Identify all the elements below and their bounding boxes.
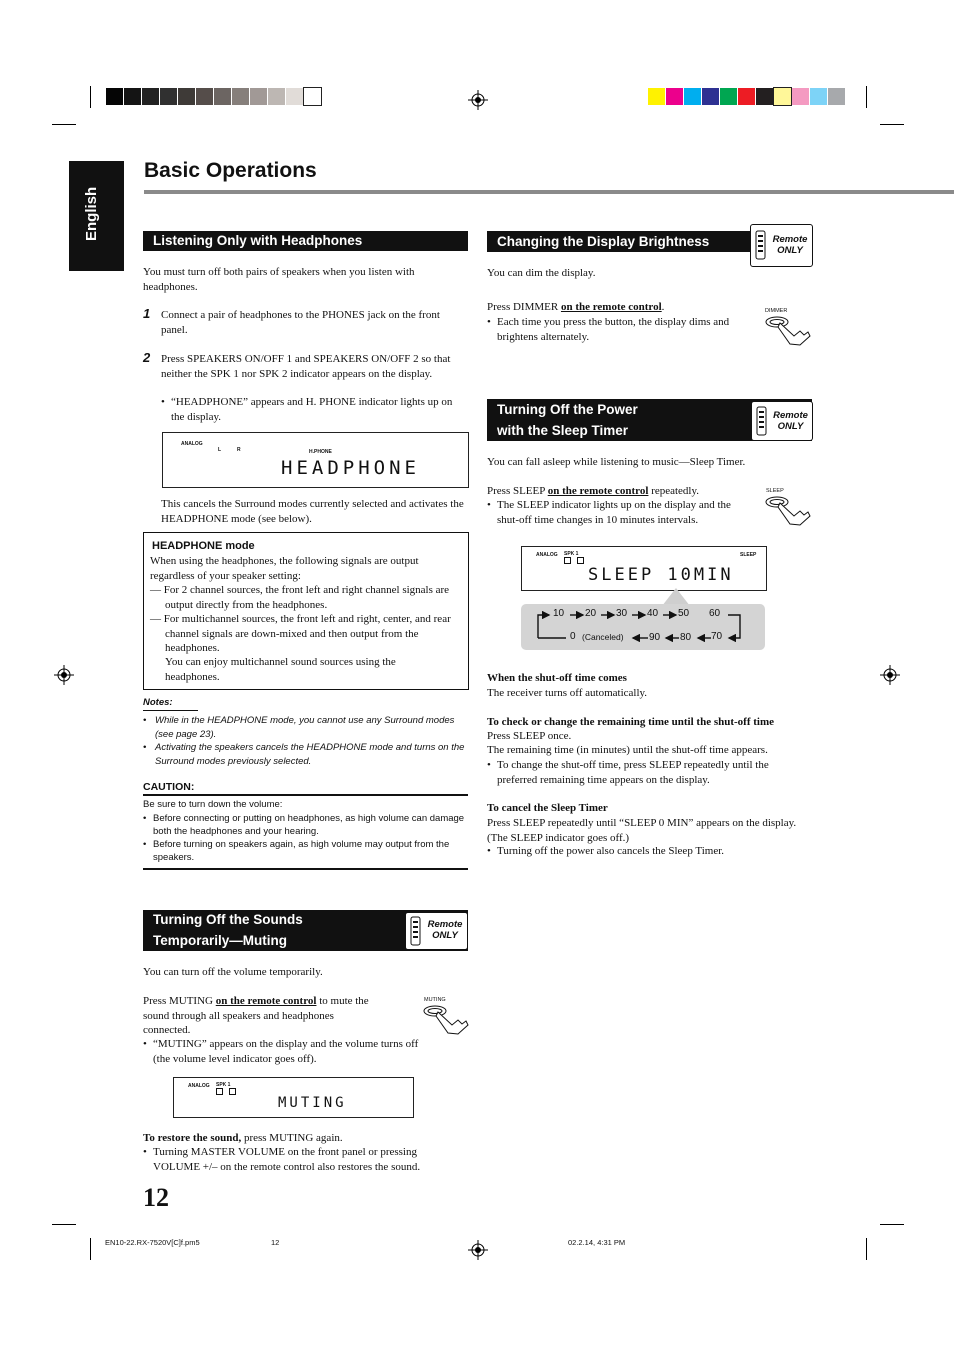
remote-badge-line1: Remote [772,234,808,245]
color-swatch [124,88,141,105]
cycle-value: 30 [616,608,628,619]
dimmer-button-label: DIMMER [765,308,788,314]
remote-badge-line2: ONLY [777,421,804,432]
list-item: • The SLEEP indicator lights up on the display and the shut-off time changes in 10 minutes intervals. [487,498,755,527]
color-swatch [304,88,321,105]
remote-badge-text [770,410,811,432]
display-speaker-box [577,557,584,564]
muting-restore-bold: To restore the sound, [143,1132,242,1144]
list-item: • “MUTING” appears on the display and the volume turns off (the volume level indicator goes off). [143,1037,428,1066]
notes-rule [143,710,198,711]
sleep-heading-line2: with the Sleep Timer [497,423,629,438]
crop-mark [52,124,76,125]
color-swatch [160,88,177,105]
remote-badge-line2: ONLY [432,930,458,941]
display-sleep-indicator: SLEEP [740,552,757,558]
dimmer-press [487,300,757,315]
remote-control-icon [756,406,767,436]
dimmer-intro: You can dim the display. [487,267,596,279]
dimmer-heading-text: Changing the Display Brightness [497,234,710,249]
cycle-value: 50 [678,608,690,619]
display-analog-indicator: ANALOG [536,552,558,558]
display-segment-text: SLEEP 10MIN [588,565,734,585]
remote-badge-text [424,919,466,941]
remote-badge-line2: ONLY [777,245,803,256]
cycle-value: 60 [709,608,721,619]
hand-pressing-button-icon[interactable] [422,1003,470,1035]
list-item: • Before connecting or putting on headphones, as high volume can damage both the headphones and your hearing. [143,812,468,838]
title-rule [144,190,954,194]
footer-file: EN10-22.RX-7520V[C]f.pm5 [105,1238,200,1247]
check-bullet [487,758,807,787]
dimmer-press-link: on the remote control [560,301,662,313]
display-segment-text: HEADPHONE [281,457,420,479]
sleep-display [521,546,767,591]
display-speaker-box [216,1088,223,1095]
caution-rule [143,794,468,796]
list-item: • Before turning on speakers again, as high volume may output from the speakers. [143,838,468,864]
color-swatch [250,88,267,105]
muting-press [143,994,378,1038]
sleep-intro: You can fall asleep while listening to music—Sleep Timer. [487,456,746,468]
remote-control-icon [755,230,766,260]
headphone-display [162,432,469,488]
remote-only-badge [750,224,813,267]
display-r-indicator: R [237,447,241,453]
color-swatch [774,88,791,105]
display-analog-indicator: ANALOG [188,1083,210,1089]
registration-target-icon [54,665,74,685]
list-item: • Each time you press the button, the display dims and brightens alternately. [487,315,755,344]
sleep-cycle-diagram [521,604,765,650]
muting-heading [143,910,468,951]
registration-target-icon [468,90,488,110]
display-analog-indicator: ANALOG [181,441,203,447]
page-title: Basic Operations [144,159,317,182]
sleep-press-post: repeatedly. [648,485,700,497]
check-text1: Press SLEEP once. [487,730,572,742]
sleep-bullet [487,498,755,527]
remote-badge-line1: Remote [427,919,463,930]
cycle-value: 20 [585,608,597,619]
remote-control-icon [410,916,421,946]
caution-title: CAUTION: [143,781,195,793]
crop-mark [880,124,904,125]
remote-badge-text [769,234,811,256]
headphones-heading [143,231,468,251]
shutoff-text: The receiver turns off automatically. [487,687,648,699]
headphone-mode-intro: When using the headphones, the following signals are output regardless of your speaker setting: [150,555,419,582]
color-swatch [828,88,845,105]
muting-bullet [143,1037,428,1066]
caution-bottom-rule [143,868,468,870]
color-swatch [232,88,249,105]
color-swatch [196,88,213,105]
color-swatch [286,88,303,105]
display-speaker-box [229,1088,236,1095]
headphones-after: This cancels the Surround modes currently selected and activates the HEADPHONE mode (see below). [161,498,464,525]
footer-page: 12 [271,1238,280,1247]
caution-intro: Be sure to turn down the volume: [143,799,283,810]
cycle-value: 80 [680,632,692,643]
step-number: 1 [143,306,151,321]
muting-press-pre: Press MUTING [143,995,216,1007]
check-title: To check or change the remaining time until the shut-off time [487,716,775,728]
cycle-value: 0 [570,631,576,642]
display-spk-indicator: SPK 1 [564,551,579,557]
list-item: • Turning MASTER VOLUME on the front panel or pressing VOLUME +/– on the remote control also restores the sound. [143,1145,448,1174]
list-item: • Activating the speakers cancels the HEADPHONE mode and turns on the Surround modes previously selected. [143,741,468,768]
muting-restore-rest: press MUTING again. [241,1132,343,1144]
sleep-press-link: on the remote control [547,485,649,497]
list-item: • To change the shut-off time, press SLEEP repeatedly until the preferred remaining time appears on the display. [487,758,807,787]
list-item: • “HEADPHONE” appears and H. PHONE indicator lights up on the display. [161,395,466,424]
notes-list [143,714,468,768]
color-swatch [178,88,195,105]
cancel-title: To cancel the Sleep Timer [487,802,608,814]
hand-pressing-button-icon[interactable] [764,314,812,346]
cycle-value: (Canceled) [582,632,624,642]
cycle-value: 90 [649,632,661,643]
list-item: • While in the HEADPHONE mode, you cannot use any Surround modes (see page 23). [143,714,468,741]
cycle-value: 10 [553,608,565,619]
check-text2: The remaining time (in minutes) until the shut-off time appears. [487,744,768,756]
color-swatch [268,88,285,105]
color-swatch [702,88,719,105]
muting-button-label: MUTING [424,997,446,1003]
footer-timestamp: 02.2.14, 4:31 PM [568,1238,626,1247]
language-tab-label: English [83,186,100,241]
sleep-button-label: SLEEP [766,488,784,494]
sleep-press-pre: Press SLEEP [487,485,548,497]
step-number: 2 [143,350,151,365]
dimmer-press-post: . [661,301,665,313]
step1-text: Connect a pair of headphones to the PHONES jack on the front panel. [161,309,440,336]
remote-only-badge [405,912,468,950]
color-swatch [738,88,755,105]
color-swatch [142,88,159,105]
headphone-mode-item: — For 2 channel sources, the front left and right channel signals are output directly from the headphones. [150,584,450,611]
display-segment-text: MUTING [278,1095,347,1111]
color-swatch [214,88,231,105]
step2-bullet [161,395,466,424]
cancel-text: Press SLEEP repeatedly until “SLEEP 0 MIN” appears on the display. (The SLEEP indicator goes off.) [487,817,797,844]
color-swatch [810,88,827,105]
headphone-mode-item: — For multichannel sources, the front left and right, center, and rear channel signals are down-mixed and then output from the headphones. [150,613,451,654]
muting-press-post: to mute the sound through all speakers and headphones connected. [143,995,369,1036]
dimmer-press-pre: Press DIMMER [487,301,561,313]
display-hphone-indicator: H.PHONE [309,449,332,455]
crop-mark [880,1224,904,1225]
cancel-bullet [487,844,807,859]
list-item: • Turning off the power also cancels the Sleep Timer. [487,844,807,859]
display-l-indicator: L [218,447,222,453]
crop-mark [90,1238,91,1260]
muting-restore [143,1131,343,1146]
page-number: 12 [143,1183,169,1212]
sleep-press [487,484,757,499]
headphone-mode-box [143,532,469,690]
muting-heading-line1: Turning Off the Sounds [153,912,303,927]
remote-badge-line1: Remote [773,410,808,421]
color-swatch [684,88,701,105]
muting-intro: You can turn off the volume temporarily. [143,966,323,978]
sleep-heading-line1: Turning Off the Power [497,402,638,417]
crop-mark [90,86,91,108]
color-swatch [792,88,809,105]
color-swatch [666,88,683,105]
cycle-value: 70 [711,631,723,642]
hand-pressing-button-icon[interactable] [764,494,812,526]
headphone-mode-title: HEADPHONE mode [152,540,255,552]
color-swatch [648,88,665,105]
shutoff-title: When the shut-off time comes [487,672,627,684]
muting-heading-line2: Temporarily—Muting [153,933,288,948]
registration-target-icon [880,665,900,685]
muting-press-link: on the remote control [215,995,317,1007]
remote-only-badge [751,401,813,441]
display-spk-indicator: SPK 1 [216,1082,231,1088]
registration-target-icon [468,1240,488,1260]
color-swatch [756,88,773,105]
language-tab [69,161,124,271]
cycle-value: 40 [647,608,659,619]
headphones-heading-text: Listening Only with Headphones [153,233,363,248]
dimmer-bullet [487,315,755,344]
notes-title: Notes: [143,697,173,708]
display-speaker-box [564,557,571,564]
caution-list [143,812,468,864]
muting-display [173,1077,414,1118]
crop-mark [866,86,867,108]
color-swatch [720,88,737,105]
muting-restore-bullet [143,1145,448,1174]
crop-mark [866,1238,867,1260]
headphone-mode-item: You can enjoy multichannel sound sources using the headphones. [165,656,396,683]
step2-text: Press SPEAKERS ON/OFF 1 and SPEAKERS ON/OFF 2 so that neither the SPK 1 nor SPK 2 indicator appears on the display. [161,353,451,380]
color-swatch [106,88,123,105]
crop-mark [52,1224,76,1225]
headphones-intro: You must turn off both pairs of speakers when you listen with headphones. [143,266,415,293]
